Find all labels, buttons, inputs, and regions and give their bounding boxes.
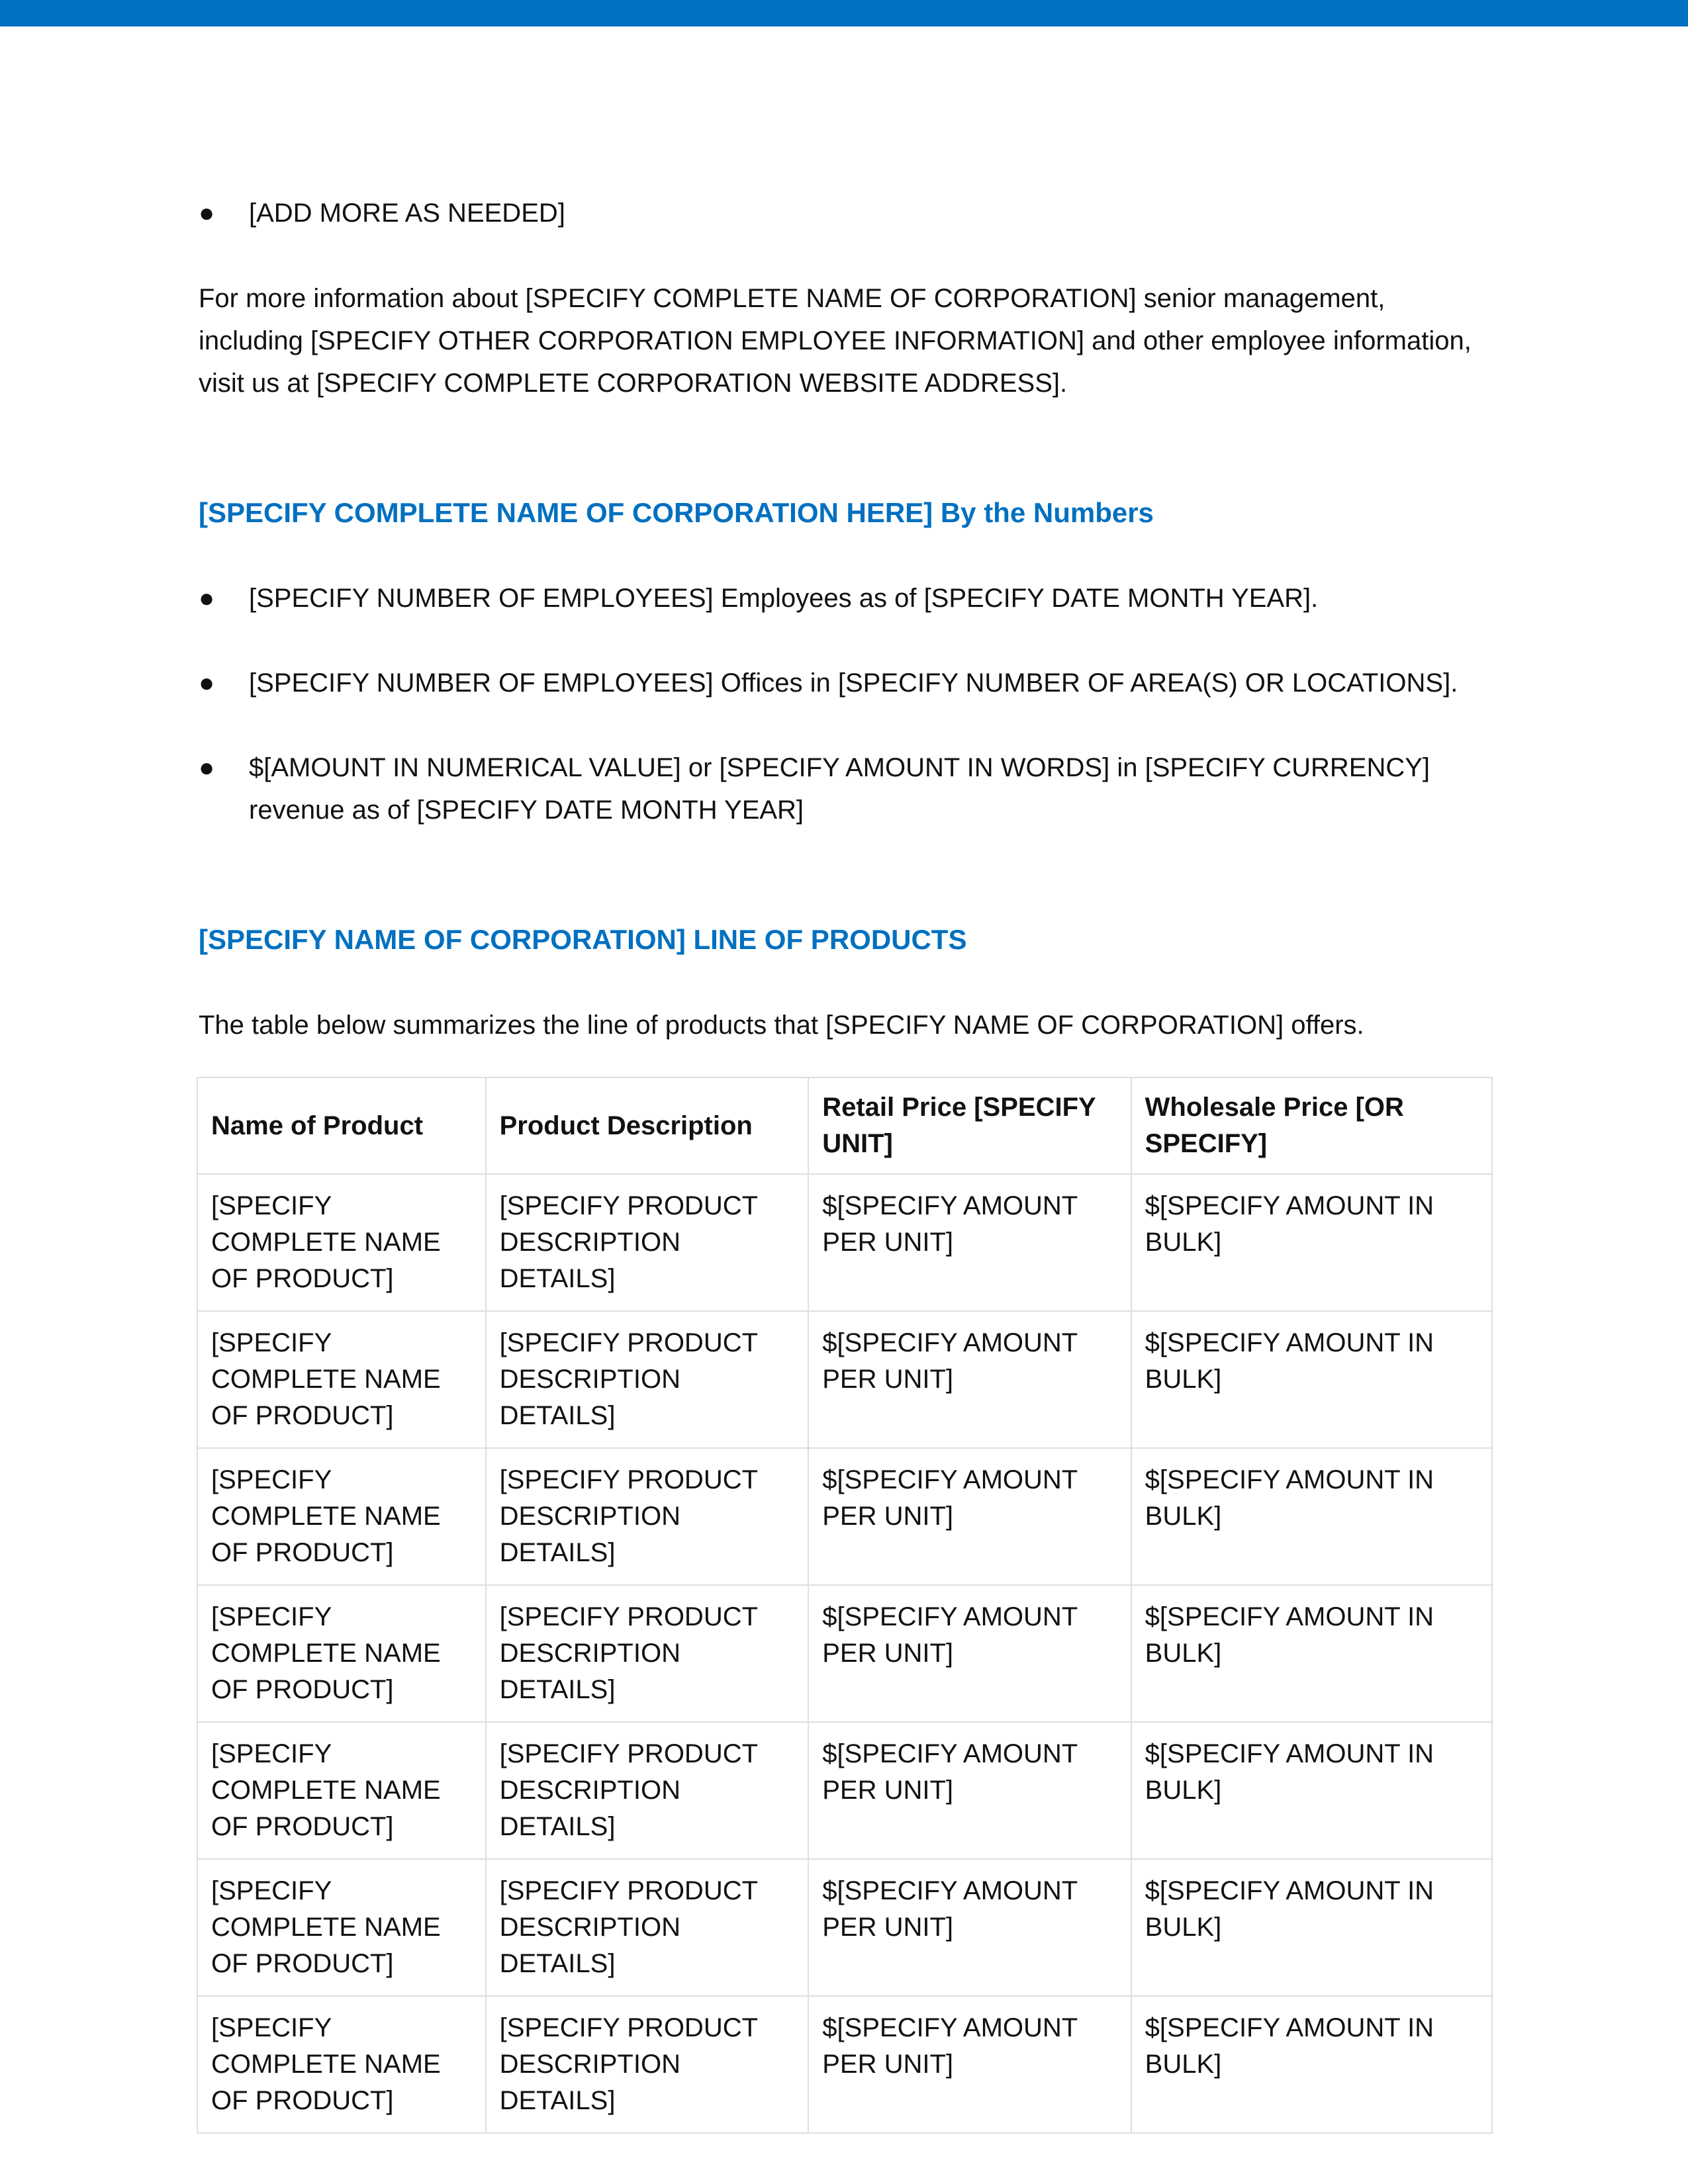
retail-price-cell: $[SPECIFY AMOUNT PER UNIT] (808, 1448, 1131, 1585)
bullet-icon: ● (199, 753, 215, 782)
retail-price-cell: $[SPECIFY AMOUNT PER UNIT] (808, 1585, 1131, 1722)
table-row (197, 1859, 1492, 1996)
wholesale-price-cell: $[SPECIFY AMOUNT IN BULK] (1131, 1585, 1492, 1722)
column-header-retail-price: Retail Price [SPECIFY UNIT] (808, 1077, 1131, 1174)
list-item-text: [SPECIFY NUMBER OF EMPLOYEES] Offices in [SPECIFY NUMBER OF AREA(S) OR LOCATIONS]. (249, 668, 1458, 698)
wholesale-price-cell: $[SPECIFY AMOUNT IN BULK] (1131, 1859, 1492, 1996)
table-row (197, 1722, 1492, 1859)
list-item-text: [ADD MORE AS NEEDED] (249, 199, 565, 228)
product-description-cell: [SPECIFY PRODUCT DESCRIPTION DETAILS] (486, 1448, 809, 1585)
retail-price-cell: $[SPECIFY AMOUNT PER UNIT] (808, 1722, 1131, 1859)
product-description-cell: [SPECIFY PRODUCT DESCRIPTION DETAILS] (486, 1585, 809, 1722)
bullet-icon: ● (199, 668, 215, 698)
column-header-name: Name of Product (197, 1077, 486, 1174)
table-row (197, 1174, 1492, 1311)
document-body (199, 192, 1496, 2134)
product-name-cell: [SPECIFY COMPLETE NAME OF PRODUCT] (197, 1859, 486, 1996)
table-row (197, 1448, 1492, 1585)
products-table (197, 1077, 1493, 2134)
wholesale-price-cell: $[SPECIFY AMOUNT IN BULK] (1131, 1311, 1492, 1448)
list-item (199, 577, 1496, 619)
header-accent-bar (0, 0, 1688, 26)
wholesale-price-cell: $[SPECIFY AMOUNT IN BULK] (1131, 1722, 1492, 1859)
table-row (197, 1311, 1492, 1448)
product-description-cell: [SPECIFY PRODUCT DESCRIPTION DETAILS] (486, 1859, 809, 1996)
product-name-cell: [SPECIFY COMPLETE NAME OF PRODUCT] (197, 1996, 486, 2133)
retail-price-cell: $[SPECIFY AMOUNT PER UNIT] (808, 1859, 1131, 1996)
list-item (199, 662, 1496, 704)
bullet-icon: ● (199, 199, 215, 228)
retail-price-cell: $[SPECIFY AMOUNT PER UNIT] (808, 1174, 1131, 1311)
product-description-cell: [SPECIFY PRODUCT DESCRIPTION DETAILS] (486, 1311, 809, 1448)
product-description-cell: [SPECIFY PRODUCT DESCRIPTION DETAILS] (486, 1174, 809, 1311)
retail-price-cell: $[SPECIFY AMOUNT PER UNIT] (808, 1996, 1131, 2133)
table-header-row (197, 1077, 1492, 1174)
products-heading: [SPECIFY NAME OF CORPORATION] LINE OF PRODUCTS (199, 924, 967, 955)
wholesale-price-cell: $[SPECIFY AMOUNT IN BULK] (1131, 1174, 1492, 1311)
table-row (197, 1585, 1492, 1722)
wholesale-price-cell: $[SPECIFY AMOUNT IN BULK] (1131, 1996, 1492, 2133)
bullet-icon: ● (199, 584, 215, 613)
product-name-cell: [SPECIFY COMPLETE NAME OF PRODUCT] (197, 1448, 486, 1585)
column-header-description: Product Description (486, 1077, 809, 1174)
numbers-heading: [SPECIFY COMPLETE NAME OF CORPORATION HERE] By the Numbers (199, 497, 1154, 528)
retail-price-cell: $[SPECIFY AMOUNT PER UNIT] (808, 1311, 1131, 1448)
product-description-cell: [SPECIFY PRODUCT DESCRIPTION DETAILS] (486, 1722, 809, 1859)
list-item-text: [SPECIFY NUMBER OF EMPLOYEES] Employees as of [SPECIFY DATE MONTH YEAR]. (249, 584, 1319, 613)
list-item-text: $[AMOUNT IN NUMERICAL VALUE] or [SPECIFY AMOUNT IN WORDS] in [SPECIFY CURRENCY] revenue as of [SPECIFY DATE MONTH YEAR] (249, 753, 1430, 825)
list-item (199, 192, 1496, 234)
product-name-cell: [SPECIFY COMPLETE NAME OF PRODUCT] (197, 1585, 486, 1722)
products-intro: The table below summarizes the line of products that [SPECIFY NAME OF CORPORATION] offers. (199, 1011, 1364, 1040)
list-item (199, 747, 1496, 831)
product-description-cell: [SPECIFY PRODUCT DESCRIPTION DETAILS] (486, 1996, 809, 2133)
product-name-cell: [SPECIFY COMPLETE NAME OF PRODUCT] (197, 1311, 486, 1448)
wholesale-price-cell: $[SPECIFY AMOUNT IN BULK] (1131, 1448, 1492, 1585)
product-name-cell: [SPECIFY COMPLETE NAME OF PRODUCT] (197, 1174, 486, 1311)
info-paragraph: For more information about [SPECIFY COMPLETE NAME OF CORPORATION] senior management, including [SPECIFY OTHER CORPORATION EMPLOYEE INFORMATION] and other employee information, visit us at [SPECIFY COMPLETE CORPORATION WEBSITE ADDRESS]. (199, 284, 1472, 398)
column-header-wholesale-price: Wholesale Price [OR SPECIFY] (1131, 1077, 1492, 1174)
table-row (197, 1996, 1492, 2133)
product-name-cell: [SPECIFY COMPLETE NAME OF PRODUCT] (197, 1722, 486, 1859)
